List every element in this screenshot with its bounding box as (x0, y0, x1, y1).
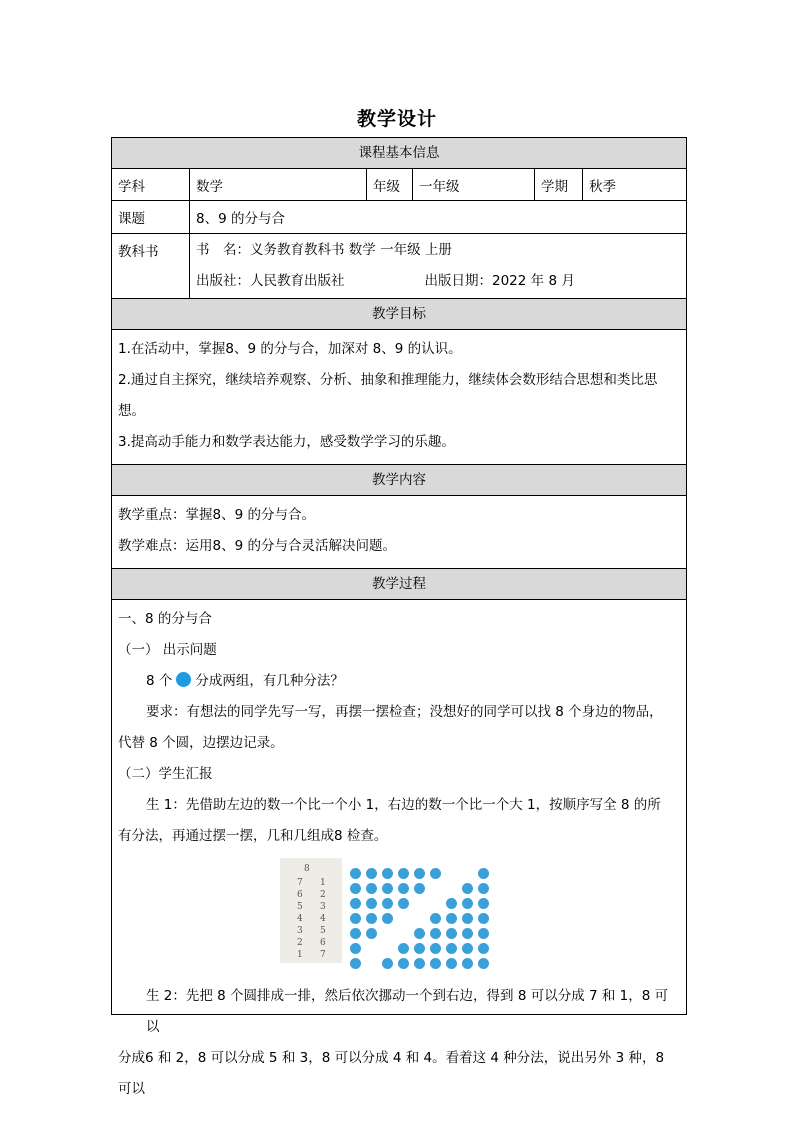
counter-dot (446, 928, 457, 939)
counter-dot (430, 943, 441, 954)
photo-left-number: 1 (297, 950, 303, 960)
counter-dot (366, 883, 377, 894)
photo-left-number: 3 (297, 926, 303, 936)
topic-label: 课题 (112, 201, 190, 233)
question-text-a: 8 个 (146, 673, 173, 689)
empty-slot (398, 913, 409, 924)
grade-label: 年级 (367, 169, 413, 200)
photo-left-number: 6 (297, 890, 303, 900)
counter-dot (414, 883, 425, 894)
counter-dot (414, 928, 425, 939)
counter-dot (462, 928, 473, 939)
goal-item-continued: 想。 (118, 403, 145, 419)
photo-right-number: 2 (320, 890, 326, 900)
book-name: 书 名：义务教育教科书 数学 一年级 上册 (196, 242, 452, 258)
counter-dot (398, 943, 409, 954)
empty-slot (430, 898, 441, 909)
textbook-label: 教科书 (112, 234, 190, 298)
counter-dot (414, 943, 425, 954)
empty-slot (366, 958, 377, 969)
counter-dot (430, 928, 441, 939)
counter-dot (350, 958, 361, 969)
counter-dot (478, 898, 489, 909)
counter-dot (446, 943, 457, 954)
question-line (118, 666, 680, 697)
counter-dot (478, 958, 489, 969)
counter-dot (430, 958, 441, 969)
photo-right-number: 5 (320, 926, 326, 936)
grade-value: 一年级 (413, 169, 535, 200)
process-step-heading: （一） 出示问题 (118, 642, 217, 658)
textbook-row (112, 234, 686, 299)
counter-dot (382, 913, 393, 924)
photo-left-number: 5 (297, 902, 303, 912)
publication-date: 出版日期：2022 年 8 月 (424, 273, 575, 289)
decomposition-figure (280, 858, 680, 973)
counter-dot (462, 958, 473, 969)
counter-dot (478, 883, 489, 894)
goal-item: 2.通过自主探究，继续培养观察、分析、抽象和推理能力，继续体会数形结合思想和类比思 (118, 372, 658, 388)
section-header-basic-info: 课程基本信息 (112, 138, 686, 169)
counter-dot (350, 868, 361, 879)
photo-right-number: 7 (320, 950, 326, 960)
counter-dot (382, 868, 393, 879)
photo-left-number: 7 (297, 878, 303, 888)
counter-dot (398, 868, 409, 879)
counter-dot (462, 898, 473, 909)
question-text-b: 分成两组，有几种分法？ (195, 673, 344, 689)
process-part-heading: 一、8 的分与合 (118, 611, 212, 627)
counter-dot (382, 883, 393, 894)
counter-dot (366, 868, 377, 879)
student1-line: 生 1：先借助左边的数一个比一个小 1，右边的数一个比一个大 1，按顺序写全 8 的所 (146, 797, 661, 813)
counter-dot (398, 958, 409, 969)
counter-dot (350, 883, 361, 894)
student2-line: 生 2：先把 8 个圆排成一排，然后依次挪动一个到右边，得到 8 可以分成 7 和 1，8 可以 (146, 988, 669, 1035)
empty-slot (446, 883, 457, 894)
counter-dot (446, 898, 457, 909)
student2-line-continued: 分成6 和 2，8 可以分成 5 和 3，8 可以分成 4 和 4。看着这 4 种分法，说出另外 3 种，8 可以 (118, 1050, 665, 1097)
empty-slot (398, 928, 409, 939)
counter-dot (430, 913, 441, 924)
dot-arrangement-grid (350, 868, 494, 973)
process-step-heading: （二）学生汇报 (118, 766, 213, 782)
counter-dot (366, 898, 377, 909)
empty-slot (366, 943, 377, 954)
photo-top-number: 8 (304, 864, 310, 874)
photo-right-number: 6 (320, 938, 326, 948)
empty-slot (430, 883, 441, 894)
difficult-point: 教学难点：运用8、9 的分与合灵活解决问题。 (118, 538, 396, 554)
counter-dot (446, 958, 457, 969)
key-point: 教学重点：掌握8、9 的分与合。 (118, 507, 315, 523)
empty-slot (446, 868, 457, 879)
empty-slot (414, 913, 425, 924)
info-row (112, 169, 686, 201)
empty-slot (414, 898, 425, 909)
photo-left-number: 2 (297, 938, 303, 948)
counter-dot (414, 958, 425, 969)
counter-dot (462, 913, 473, 924)
section-header-content: 教学内容 (112, 465, 686, 496)
counter-dot (398, 883, 409, 894)
counter-dot (430, 868, 441, 879)
section-header-goals: 教学目标 (112, 299, 686, 330)
handwritten-notes-photo (280, 858, 342, 963)
counter-dot (414, 868, 425, 879)
counter-dot (446, 913, 457, 924)
photo-right-number: 4 (320, 914, 326, 924)
topic-value: 8、9 的分与合 (196, 211, 285, 227)
photo-right-number: 1 (320, 878, 326, 888)
goals-block (112, 330, 686, 465)
counter-dot (350, 898, 361, 909)
counter-dot (350, 913, 361, 924)
empty-slot (382, 928, 393, 939)
topic-row (112, 201, 686, 234)
counter-dot (350, 943, 361, 954)
counter-dot (366, 928, 377, 939)
counter-dot (382, 898, 393, 909)
document-title: 教学设计 (356, 108, 437, 130)
empty-slot (382, 943, 393, 954)
publisher-line (196, 266, 575, 297)
counter-dot (462, 883, 473, 894)
requirement-line: 要求：有想法的同学先写一写，再摆一摆检查；没想好的同学可以找 8 个身边的物品， (146, 704, 663, 720)
counter-dot (478, 943, 489, 954)
subject-value: 数学 (190, 169, 367, 200)
counter-dot (382, 958, 393, 969)
subject-label: 学科 (112, 169, 190, 200)
lesson-plan-table (111, 137, 687, 1097)
section-header-process: 教学过程 (112, 569, 686, 600)
counter-dot (350, 928, 361, 939)
counter-dot (398, 898, 409, 909)
goal-item: 3.提高动手能力和数学表达能力，感受数学学习的乐趣。 (118, 434, 455, 450)
counter-dot (478, 928, 489, 939)
publisher: 出版社：人民教育出版社 (196, 273, 345, 289)
counter-dot (478, 913, 489, 924)
content-block (112, 496, 686, 569)
counter-dot (462, 943, 473, 954)
requirement-line-continued: 代替 8 个圆，边摆边记录。 (118, 735, 284, 751)
goal-item: 1.在活动中，掌握8、9 的分与合，加深对 8、9 的认识。 (118, 341, 462, 357)
counter-dot (366, 913, 377, 924)
blue-circle-icon (176, 672, 191, 687)
counter-dot (478, 868, 489, 879)
photo-left-number: 4 (297, 914, 303, 924)
textbook-info (190, 234, 686, 298)
term-label: 学期 (535, 169, 583, 200)
empty-slot (462, 868, 473, 879)
student1-line-continued: 有分法，再通过摆一摆，几和几组成8 检查。 (118, 828, 388, 844)
term-value: 秋季 (589, 178, 616, 195)
process-block (112, 600, 686, 1111)
photo-right-number: 3 (320, 902, 326, 912)
